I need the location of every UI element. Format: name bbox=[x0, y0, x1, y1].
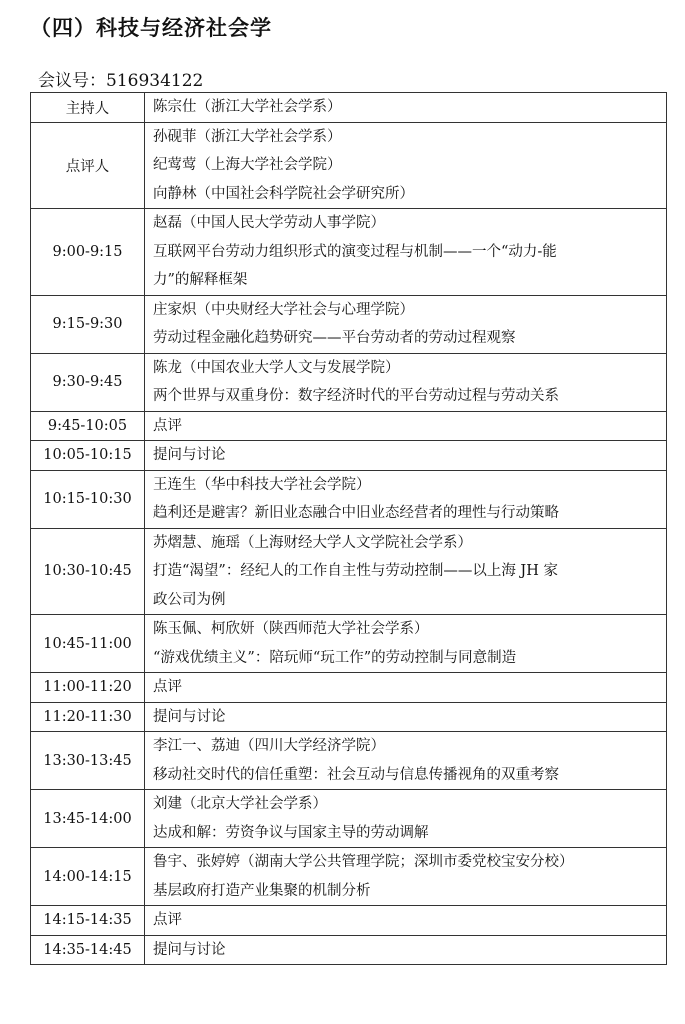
time-cell: 10:15-10:30 bbox=[31, 470, 145, 528]
time-cell: 点评人 bbox=[31, 122, 145, 209]
table-row bbox=[31, 848, 667, 906]
content-line: 互联网平台劳动力组织形式的演变过程与机制——一个“动力-能 bbox=[153, 243, 557, 260]
content-line: 庄家炽（中央财经大学社会与心理学院） bbox=[153, 301, 414, 318]
time-cell: 9:45-10:05 bbox=[31, 411, 145, 441]
time-cell: 10:05-10:15 bbox=[31, 441, 145, 471]
time-cell: 13:30-13:45 bbox=[31, 732, 145, 790]
content-cell bbox=[145, 295, 667, 353]
table-row bbox=[31, 528, 667, 615]
content-line: 李江一、荔迪（四川大学经济学院） bbox=[153, 738, 385, 754]
table-row bbox=[31, 732, 667, 790]
content-cell bbox=[145, 441, 667, 471]
time-cell: 9:00-9:15 bbox=[31, 209, 145, 296]
time-cell: 11:00-11:20 bbox=[31, 673, 145, 703]
time-cell: 14:15-14:35 bbox=[31, 906, 145, 936]
time-cell: 主持人 bbox=[31, 93, 145, 123]
content-line: “游戏优绩主义”：陪玩师“玩工作”的劳动控制与同意制造 bbox=[153, 649, 517, 666]
content-line: 鲁宇、张婷婷（湖南大学公共管理学院；深圳市委党校宝安分校） bbox=[153, 854, 574, 870]
table-row bbox=[31, 790, 667, 848]
content-line: 陈宗仕（浙江大学社会学系） bbox=[153, 99, 342, 115]
content-line: 力”的解释框架 bbox=[153, 272, 248, 288]
time-cell: 14:00-14:15 bbox=[31, 848, 145, 906]
table-row bbox=[31, 122, 667, 209]
content-cell bbox=[145, 790, 667, 848]
time-cell: 9:15-9:30 bbox=[31, 295, 145, 353]
content-line: 陈龙（中国农业大学人文与发展学院） bbox=[153, 359, 400, 376]
content-line: 两个世界与双重身份：数字经济时代的平台劳动过程与劳动关系 bbox=[153, 388, 559, 404]
content-line: 向静林（中国社会科学院社会学研究所） bbox=[153, 185, 414, 202]
schedule-body bbox=[31, 93, 667, 965]
content-line: 基层政府打造产业集聚的机制分析 bbox=[153, 882, 371, 899]
content-line: 点评 bbox=[153, 679, 182, 695]
content-line: 陈玉佩、柯欣妍（陕西师范大学社会学系） bbox=[153, 621, 429, 637]
table-row bbox=[31, 93, 667, 123]
meeting-id: 会议号：516934122 bbox=[38, 71, 204, 91]
section-title: （四）科技与经济社会学 bbox=[30, 15, 272, 40]
time-cell: 10:30-10:45 bbox=[31, 528, 145, 615]
content-line: 移动社交时代的信任重塑：社会互动与信息传播视角的双重考察 bbox=[153, 766, 559, 783]
content-cell bbox=[145, 615, 667, 673]
time-cell: 11:20-11:30 bbox=[31, 702, 145, 732]
table-row bbox=[31, 935, 667, 965]
content-cell bbox=[145, 528, 667, 615]
content-line: 趋利还是避害？新旧业态融合中旧业态经营者的理性与行动策略 bbox=[153, 505, 559, 521]
table-row bbox=[31, 295, 667, 353]
content-cell bbox=[145, 906, 667, 936]
content-line: 赵磊（中国人民大学劳动人事学院） bbox=[153, 215, 385, 231]
content-line: 打造“渴望”：经纪人的工作自主性与劳动控制——以上海 JH 家 bbox=[153, 563, 558, 579]
table-row bbox=[31, 615, 667, 673]
content-line: 达成和解：劳资争议与国家主导的劳动调解 bbox=[153, 824, 429, 841]
content-cell bbox=[145, 209, 667, 296]
content-cell bbox=[145, 470, 667, 528]
content-cell bbox=[145, 353, 667, 411]
table-row bbox=[31, 209, 667, 296]
content-line: 政公司为例 bbox=[153, 591, 226, 608]
table-row bbox=[31, 441, 667, 471]
table-row bbox=[31, 353, 667, 411]
content-line: 苏熠慧、施瑶（上海财经大学人文学院社会学系） bbox=[153, 534, 472, 551]
time-cell: 13:45-14:00 bbox=[31, 790, 145, 848]
content-line: 劳动过程金融化趋势研究——平台劳动者的劳动过程观察 bbox=[153, 330, 516, 346]
schedule-table bbox=[30, 92, 667, 965]
table-row bbox=[31, 906, 667, 936]
content-line: 提问与讨论 bbox=[153, 447, 226, 463]
time-cell: 14:35-14:45 bbox=[31, 935, 145, 965]
content-cell bbox=[145, 935, 667, 965]
content-cell bbox=[145, 848, 667, 906]
content-line: 孙砚菲（浙江大学社会学系） bbox=[153, 128, 342, 145]
content-line: 点评 bbox=[153, 912, 182, 928]
content-cell bbox=[145, 411, 667, 441]
content-cell bbox=[145, 702, 667, 732]
table-row bbox=[31, 470, 667, 528]
content-line: 王连生（华中科技大学社会学院） bbox=[153, 476, 371, 493]
content-cell bbox=[145, 673, 667, 703]
content-cell bbox=[145, 122, 667, 209]
table-row bbox=[31, 411, 667, 441]
content-line: 提问与讨论 bbox=[153, 941, 226, 958]
table-row bbox=[31, 673, 667, 703]
time-cell: 10:45-11:00 bbox=[31, 615, 145, 673]
table-row bbox=[31, 702, 667, 732]
time-cell: 9:30-9:45 bbox=[31, 353, 145, 411]
content-line: 刘建（北京大学社会学系） bbox=[153, 796, 327, 812]
content-cell bbox=[145, 93, 667, 123]
content-line: 点评 bbox=[153, 417, 182, 434]
content-cell bbox=[145, 732, 667, 790]
content-line: 纪莺莺（上海大学社会学院） bbox=[153, 157, 342, 173]
content-line: 提问与讨论 bbox=[153, 708, 226, 725]
